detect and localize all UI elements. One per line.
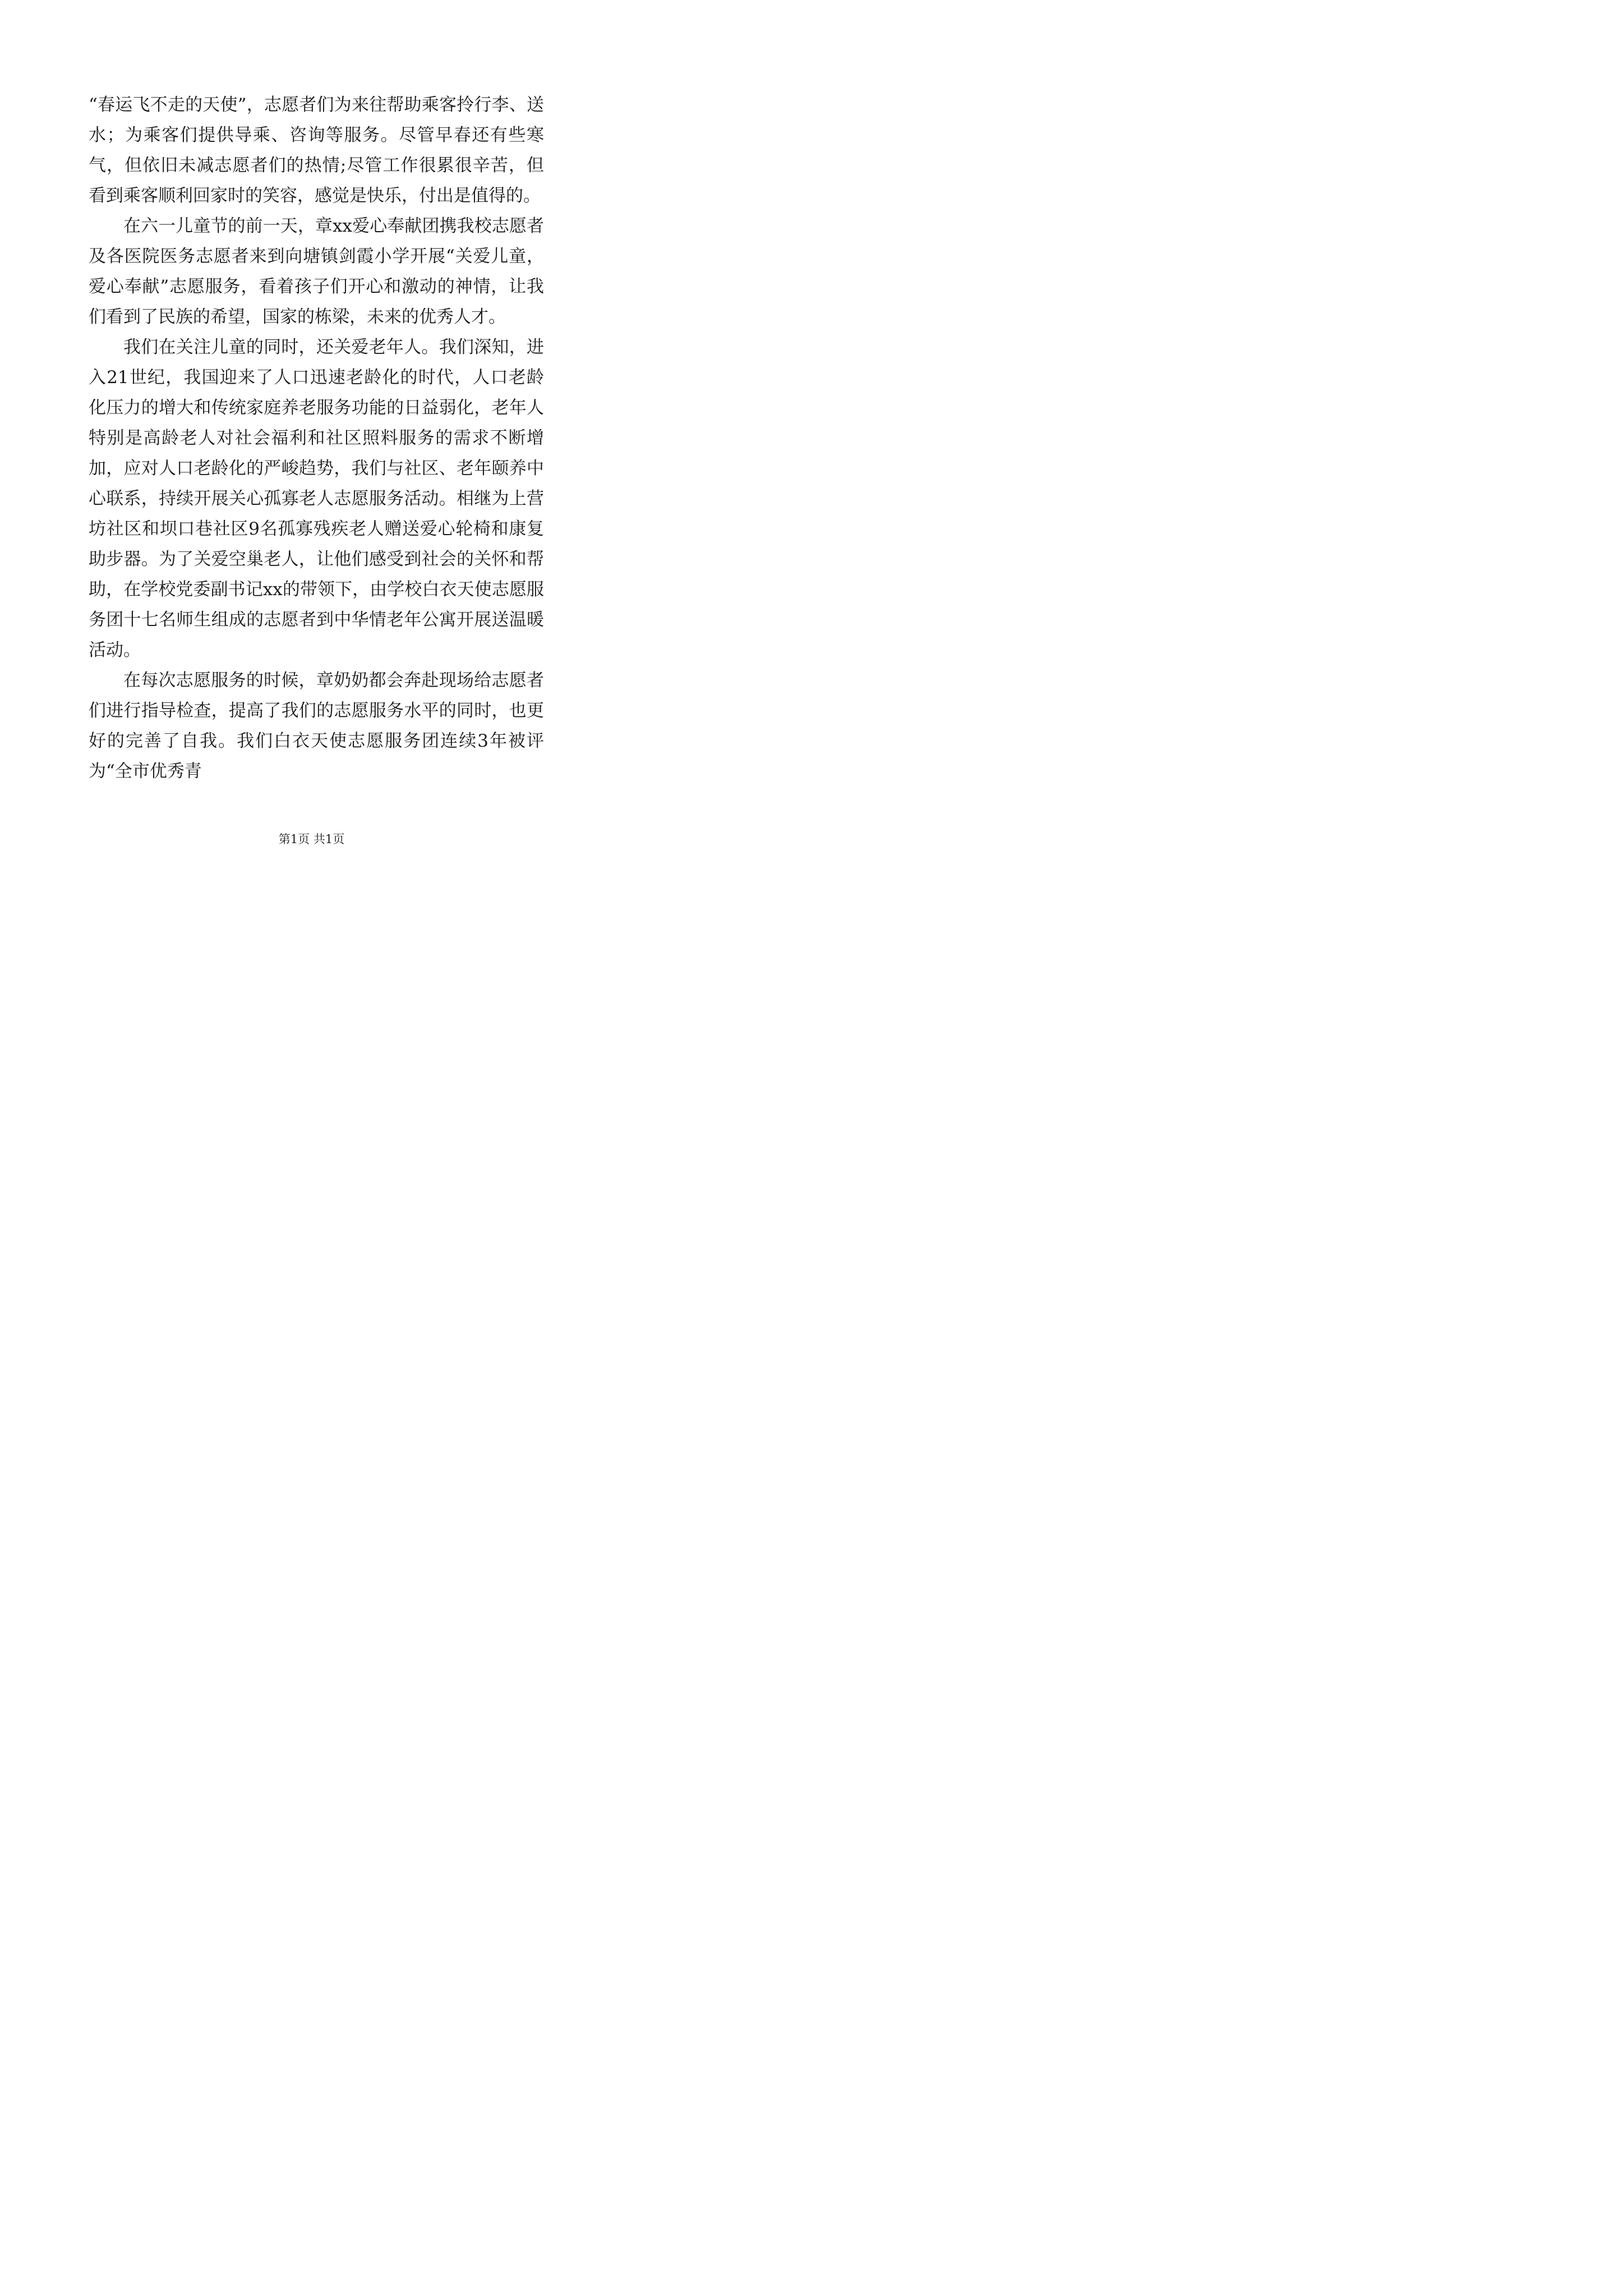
paragraph-4: 在每次志愿服务的时候，章奶奶都会奔赴现场给志愿者们进行指导检查，提高了我们的志愿服务水平的同时，也更好的完善了自我。我们白衣天使志愿服务团连续3年被评为“全市优秀青: [89, 670, 544, 781]
page-number-footer: 第1页 共1页: [278, 832, 345, 846]
document-body: [89, 90, 544, 786]
paragraph-1: “春运飞不走的天使”，志愿者们为来往帮助乘客拎行李、送水；为乘客们提供导乘、咨询等服务。尽管早春还有些寒气，但依旧未减志愿者们的热情;尽管工作很累很辛苦，但看到乘客顺利回家时的笑容，感觉是快乐，付出是值得的。: [89, 95, 544, 206]
paragraph-3: 我们在关注儿童的同时，还关爱老年人。我们深知，进入21世纪，我国迎来了人口迅速老龄化的时代，人口老龄化压力的增大和传统家庭养老服务功能的日益弱化，老年人特别是高龄老人对社会福利和社区照料服务的需求不断增加，应对人口老龄化的严峻趋势，我们与社区、老年颐养中心联系，持续开展关心孤寡老人志愿服务活动。相继为上营坊社区和坝口巷社区9名孤寡残疾老人赠送爱心轮椅和康复助步器。为了关爱空巢老人，让他们感受到社会的关怀和帮助，在学校党委副书记xx的带领下，由学校白衣天使志愿服务团十七名师生组成的志愿者到中华情老年公寓开展送温暖活动。: [89, 337, 544, 660]
paragraph-2: 在六一儿童节的前一天，章xx爱心奉献团携我校志愿者及各医院医务志愿者来到向塘镇剑霞小学开展“关爱儿童，爱心奉献”志愿服务，看着孩子们开心和激动的神情，让我们看到了民族的希望，国家的栋梁，未来的优秀人才。: [89, 216, 544, 327]
document-page: [0, 0, 623, 882]
